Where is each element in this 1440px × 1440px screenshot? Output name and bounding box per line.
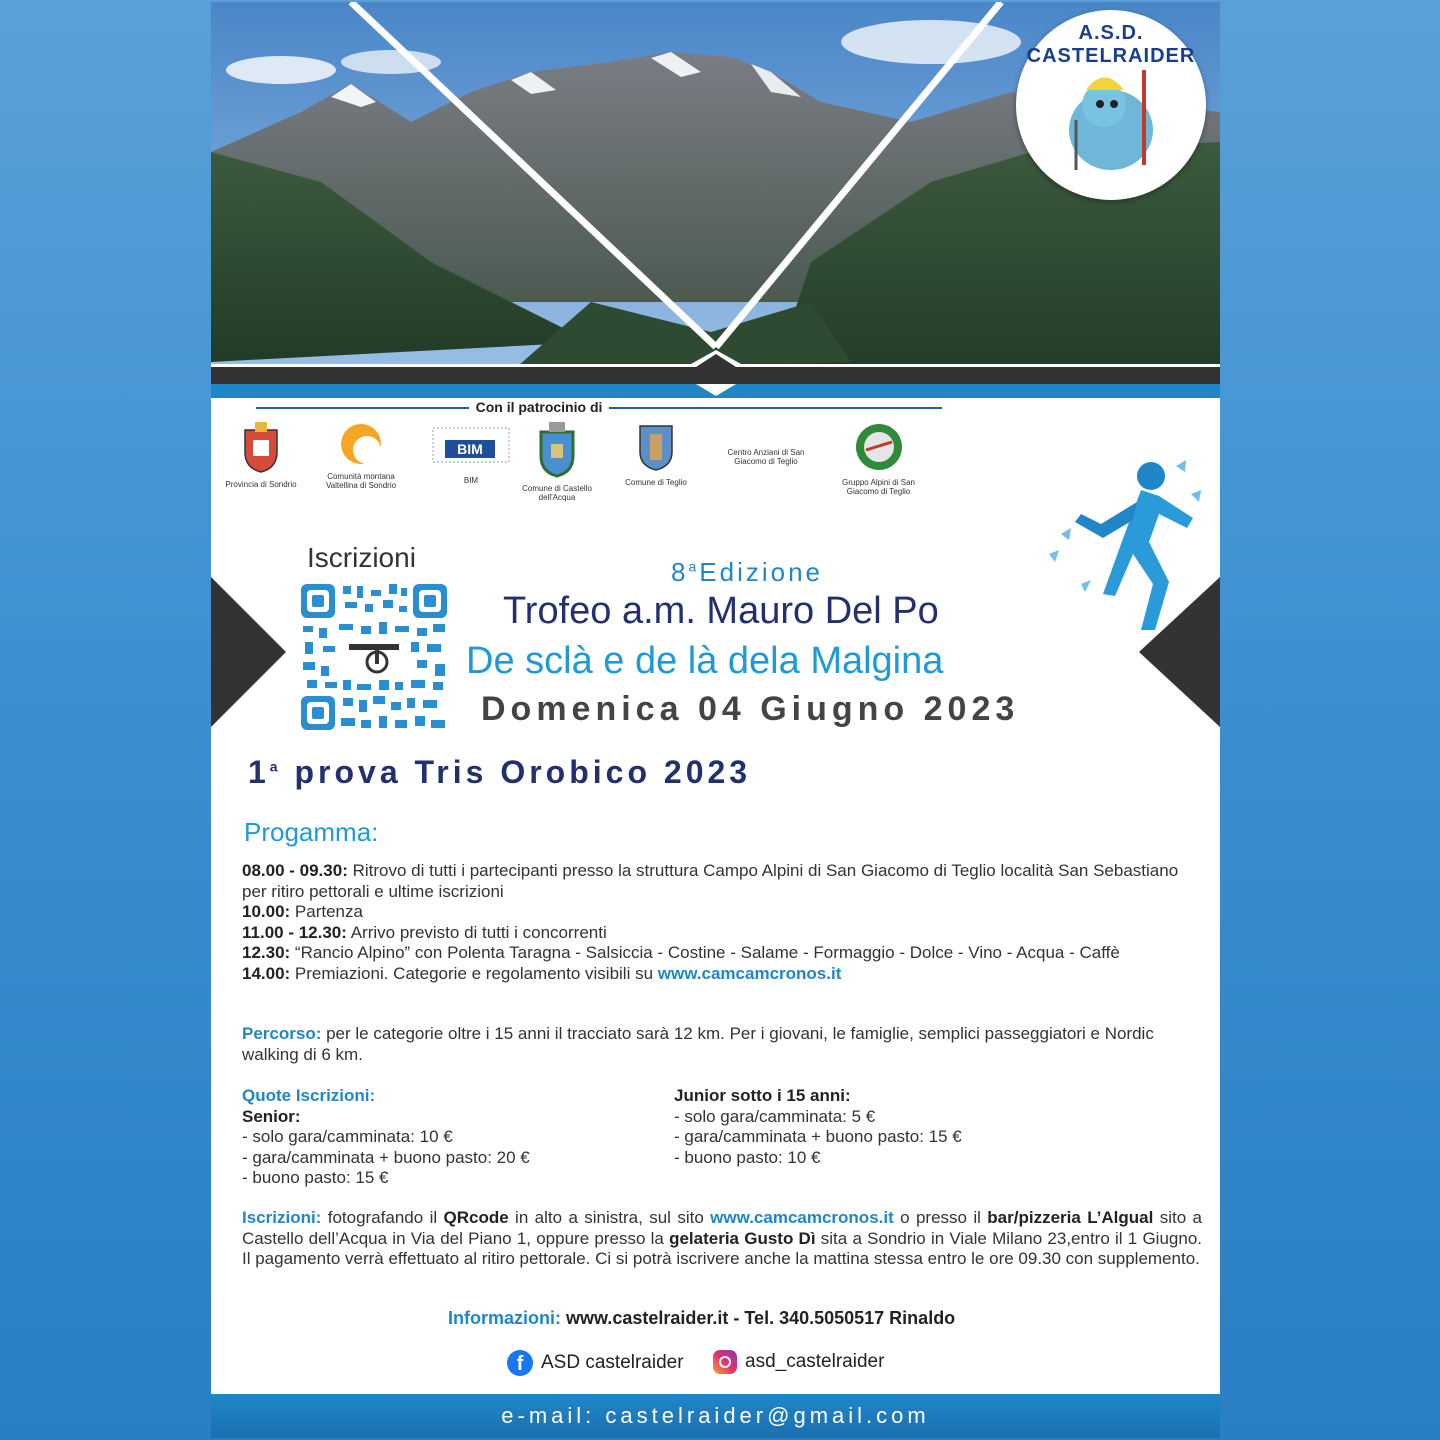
senior-price: - solo gara/camminata: 10 € <box>242 1127 453 1146</box>
sponsor-centro-anziani: Centro Anziani di San Giacomo di Teglio <box>727 448 805 466</box>
programma-item: 11.00 - 12.30: Arrivo previsto di tutti i concorrenti <box>242 922 607 942</box>
footer-email[interactable]: e-mail: castelraider@gmail.com <box>501 1403 930 1428</box>
sponsor-comune-teglio: Comune di Teglio <box>615 422 697 487</box>
patrocinio-line-left <box>256 407 471 409</box>
quote-senior <box>242 1086 662 1189</box>
senior-label: Senior: <box>242 1106 301 1126</box>
castelraider-site-link[interactable]: www.castelraider.it <box>561 1308 729 1328</box>
iscrizioni-label: Iscrizioni: <box>242 1208 322 1227</box>
registration-qr-code[interactable] <box>299 582 449 732</box>
programma-item: 12.30: “Rancio Alpino” con Polenta Taragna - Salsiccia - Costine - Salame - Formaggio - Dolce - Vino - Acqua - Caffè <box>242 943 1120 962</box>
event-subtitle: De sclà e de là dela Malgina <box>466 640 944 682</box>
senior-price: - buono pasto: 15 € <box>242 1168 389 1187</box>
programma-item: 14.00: Premiazioni. Categorie e regolamento visibili su www.camcamcronos.it <box>242 963 842 983</box>
instagram-icon <box>713 1350 737 1374</box>
crest-icon <box>537 422 577 478</box>
edizione-ordinal: a <box>688 558 700 575</box>
tris-number: 1 <box>248 754 270 790</box>
logo-text: A.S.D. CASTELRAIDER <box>1026 22 1196 67</box>
sun-logo-icon <box>339 422 383 466</box>
bim-logo-icon <box>429 422 513 470</box>
patrocinio-label: Con il patrocinio di <box>469 399 609 415</box>
patrocinio-line-right <box>607 407 942 409</box>
crest-icon <box>638 422 674 472</box>
sponsor-comune-castello: Comune di Castello dell'Acqua <box>511 422 603 502</box>
sponsor-bim: BIM BIM <box>426 422 516 485</box>
event-poster <box>211 2 1220 1438</box>
facebook-handle[interactable]: f ASD castelraider <box>507 1350 684 1376</box>
edizione-heading <box>671 557 823 588</box>
informazioni-label: Informazioni: <box>448 1308 561 1328</box>
instagram-handle[interactable]: asd_castelraider <box>713 1350 884 1374</box>
programma-title: Progamma: <box>244 817 379 847</box>
programma-item: 10.00: Partenza <box>242 902 363 921</box>
edizione-number: 8 <box>671 557 689 587</box>
left-triangle-decoration <box>211 577 286 727</box>
iscrizioni-qr-title: Iscrizioni <box>307 542 416 573</box>
senior-price: - gara/camminata + buono pasto: 20 € <box>242 1147 530 1167</box>
tris-ordinal: a <box>269 758 282 775</box>
event-title: Trofeo a.m. Mauro Del Po <box>503 590 939 632</box>
castelraider-logo <box>1016 10 1206 200</box>
percorso-paragraph: Percorso: per le categorie oltre i 15 anni il tracciato sarà 12 km. Per i giovani, le famiglie, semplici passeggiatori e Nordic walking di 6 km. <box>242 1024 1154 1064</box>
camcamcronos-link[interactable]: www.camcamcronos.it <box>657 963 842 983</box>
right-triangle-decoration <box>1139 577 1220 727</box>
programma-item: 08.00 - 09.30: Ritrovo di tutti i partecipanti presso la struttura Campo Alpini di San Giacomo di Teglio località San Sebastiano per ritiro pettorali e ultime iscrizioni <box>242 861 1179 901</box>
event-date: Domenica 04 Giugno 2023 <box>481 690 1020 728</box>
sponsor-provincia-sondrio: Provincia di Sondrio <box>215 422 307 489</box>
informazioni-line <box>448 1308 955 1329</box>
edizione-label: Edizione <box>699 557 823 587</box>
junior-price: - buono pasto: 10 € <box>674 1147 821 1167</box>
iscrizioni-paragraph: Iscrizioni: fotografando il QRcode in alto a sinistra, sul sito www.camcamcronos.it o presso il bar/pizzeria L’Algual sito a Castello dell’Acqua in Via del Piano 1, oppure presso la gelateria Gusto Dì sita a Sondrio in Viale Milano 23,entro il 1 Giugno. Il pagamento verrà effettuato al ritiro pettorale. Ci si potrà iscrivere anche la mattina stessa entro le ore 09.30 con supplemento. <box>242 1208 1202 1268</box>
junior-price: - solo gara/camminata: 5 € <box>674 1106 876 1126</box>
svg-text:BIM: BIM <box>457 441 483 457</box>
camcamcronos-link[interactable]: www.camcamcronos.it <box>710 1208 894 1227</box>
sponsor-comunita-montana: Comunità montana Valtellina di Sondrio <box>311 422 411 490</box>
quote-title: Quote Iscrizioni: <box>242 1086 376 1105</box>
footer-bar <box>211 1394 1220 1438</box>
programma-list <box>242 861 1202 984</box>
sponsor-gruppo-alpini: Gruppo Alpini di San Giacomo di Teglio <box>831 422 926 496</box>
facebook-icon: f <box>507 1350 533 1376</box>
alpini-logo-icon <box>854 422 904 472</box>
tris-label: prova Tris Orobico 2023 <box>294 754 752 790</box>
tris-orobico-heading <box>248 754 751 791</box>
junior-label: Junior sotto i 15 anni: <box>674 1086 851 1105</box>
telephone: - Tel. 340.5050517 Rinaldo <box>728 1308 956 1328</box>
percorso-label: Percorso: <box>242 1024 322 1043</box>
junior-price: - gara/camminata + buono pasto: 15 € <box>674 1127 962 1146</box>
crest-icon <box>241 422 281 474</box>
quote-junior <box>674 1086 1094 1168</box>
